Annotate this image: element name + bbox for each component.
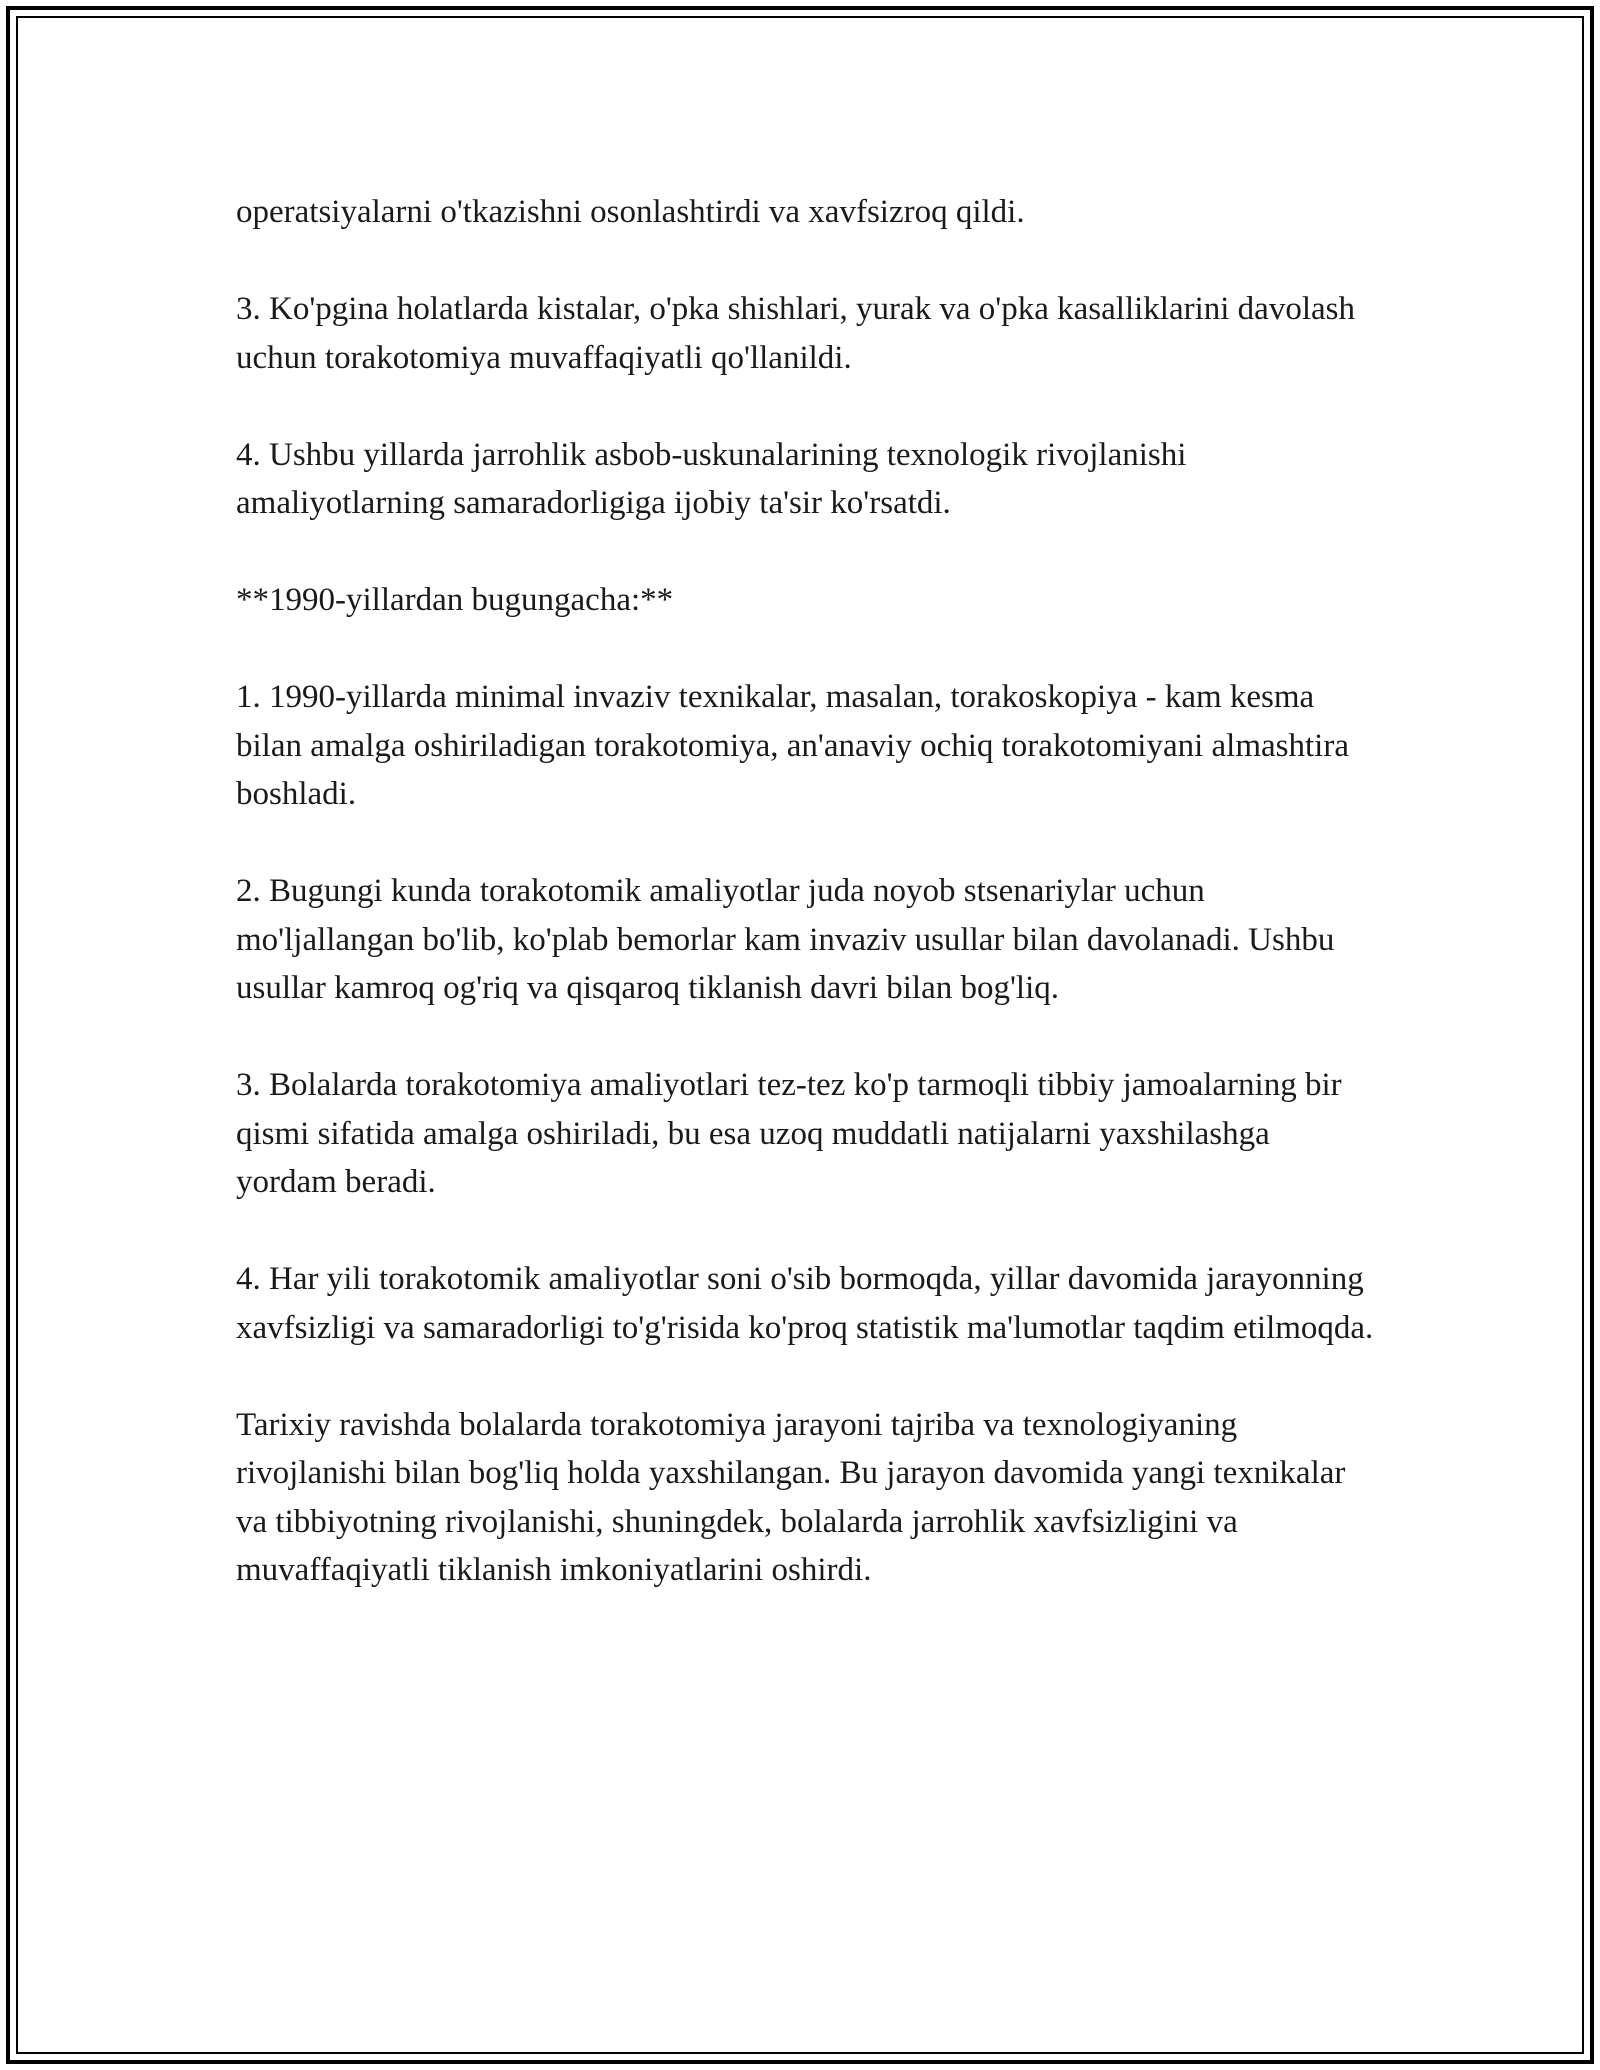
paragraph-continuation: operatsiyalarni o'tkazishni osonlashtirdi va xavfsizroq qildi. (236, 194, 1025, 230)
section-heading-1990s: **1990-yillardan bugungacha:** (236, 582, 674, 618)
list-item-4-instruments: 4. Ushbu yillarda jarrohlik asbob-uskunalarining texnologik rivojlanishi amaliyotlarning samaradorligiga ijobiy ta'sir ko'rsatdi. (236, 436, 1187, 521)
list-item-1-minimally-invasive: 1. 1990-yillarda minimal invaziv texnikalar, masalan, torakoskopiya - kam kesma bilan amalga oshiriladigan torakotomiya, an'anaviy ochiq torakotomiyani almashtira boshladi. (236, 679, 1349, 812)
list-item-3-cysts: 3. Ko'pgina holatlarda kistalar, o'pka shishlari, yurak va o'pka kasalliklarini davolash uchun torakotomiya muvaffaqiyatli qo'llanildi. (236, 291, 1355, 376)
document-body (236, 188, 1376, 1643)
closing-paragraph: Tarixiy ravishda bolalarda torakotomiya jarayoni tajriba va texnologiyaning rivojlanishi bilan bog'liq holda yaxshilangan. Bu jarayon davomida yangi texnikalar va tibbiyotning rivojlanishi, shuningdek, bolalarda jarrohlik xavfsizligini va muvaffaqiyatli tiklanish imkoniyatlarini oshirdi. (236, 1406, 1346, 1588)
list-item-3-children: 3. Bolalarda torakotomiya amaliyotlari tez-tez ko'p tarmoqli tibbiy jamoalarning bir qismi sifatida amalga oshiriladi, bu esa uzoq muddatli natijalarni yaxshilashga yordam beradi. (236, 1067, 1342, 1200)
list-item-2-today: 2. Bugungi kunda torakotomik amaliyotlar juda noyob stsenariylar uchun mo'ljallangan bo'lib, ko'plab bemorlar kam invaziv usullar bilan davolanadi. Ushbu usullar kamroq og'riq va qisqaroq tiklanish davri bilan bog'liq. (236, 873, 1335, 1006)
list-item-4-statistics: 4. Har yili torakotomik amaliyotlar soni o'sib bormoqda, yillar davomida jarayonning xavfsizligi va samaradorligi to'g'risida ko'proq statistik ma'lumotlar taqdim etilmoqda. (236, 1261, 1374, 1346)
